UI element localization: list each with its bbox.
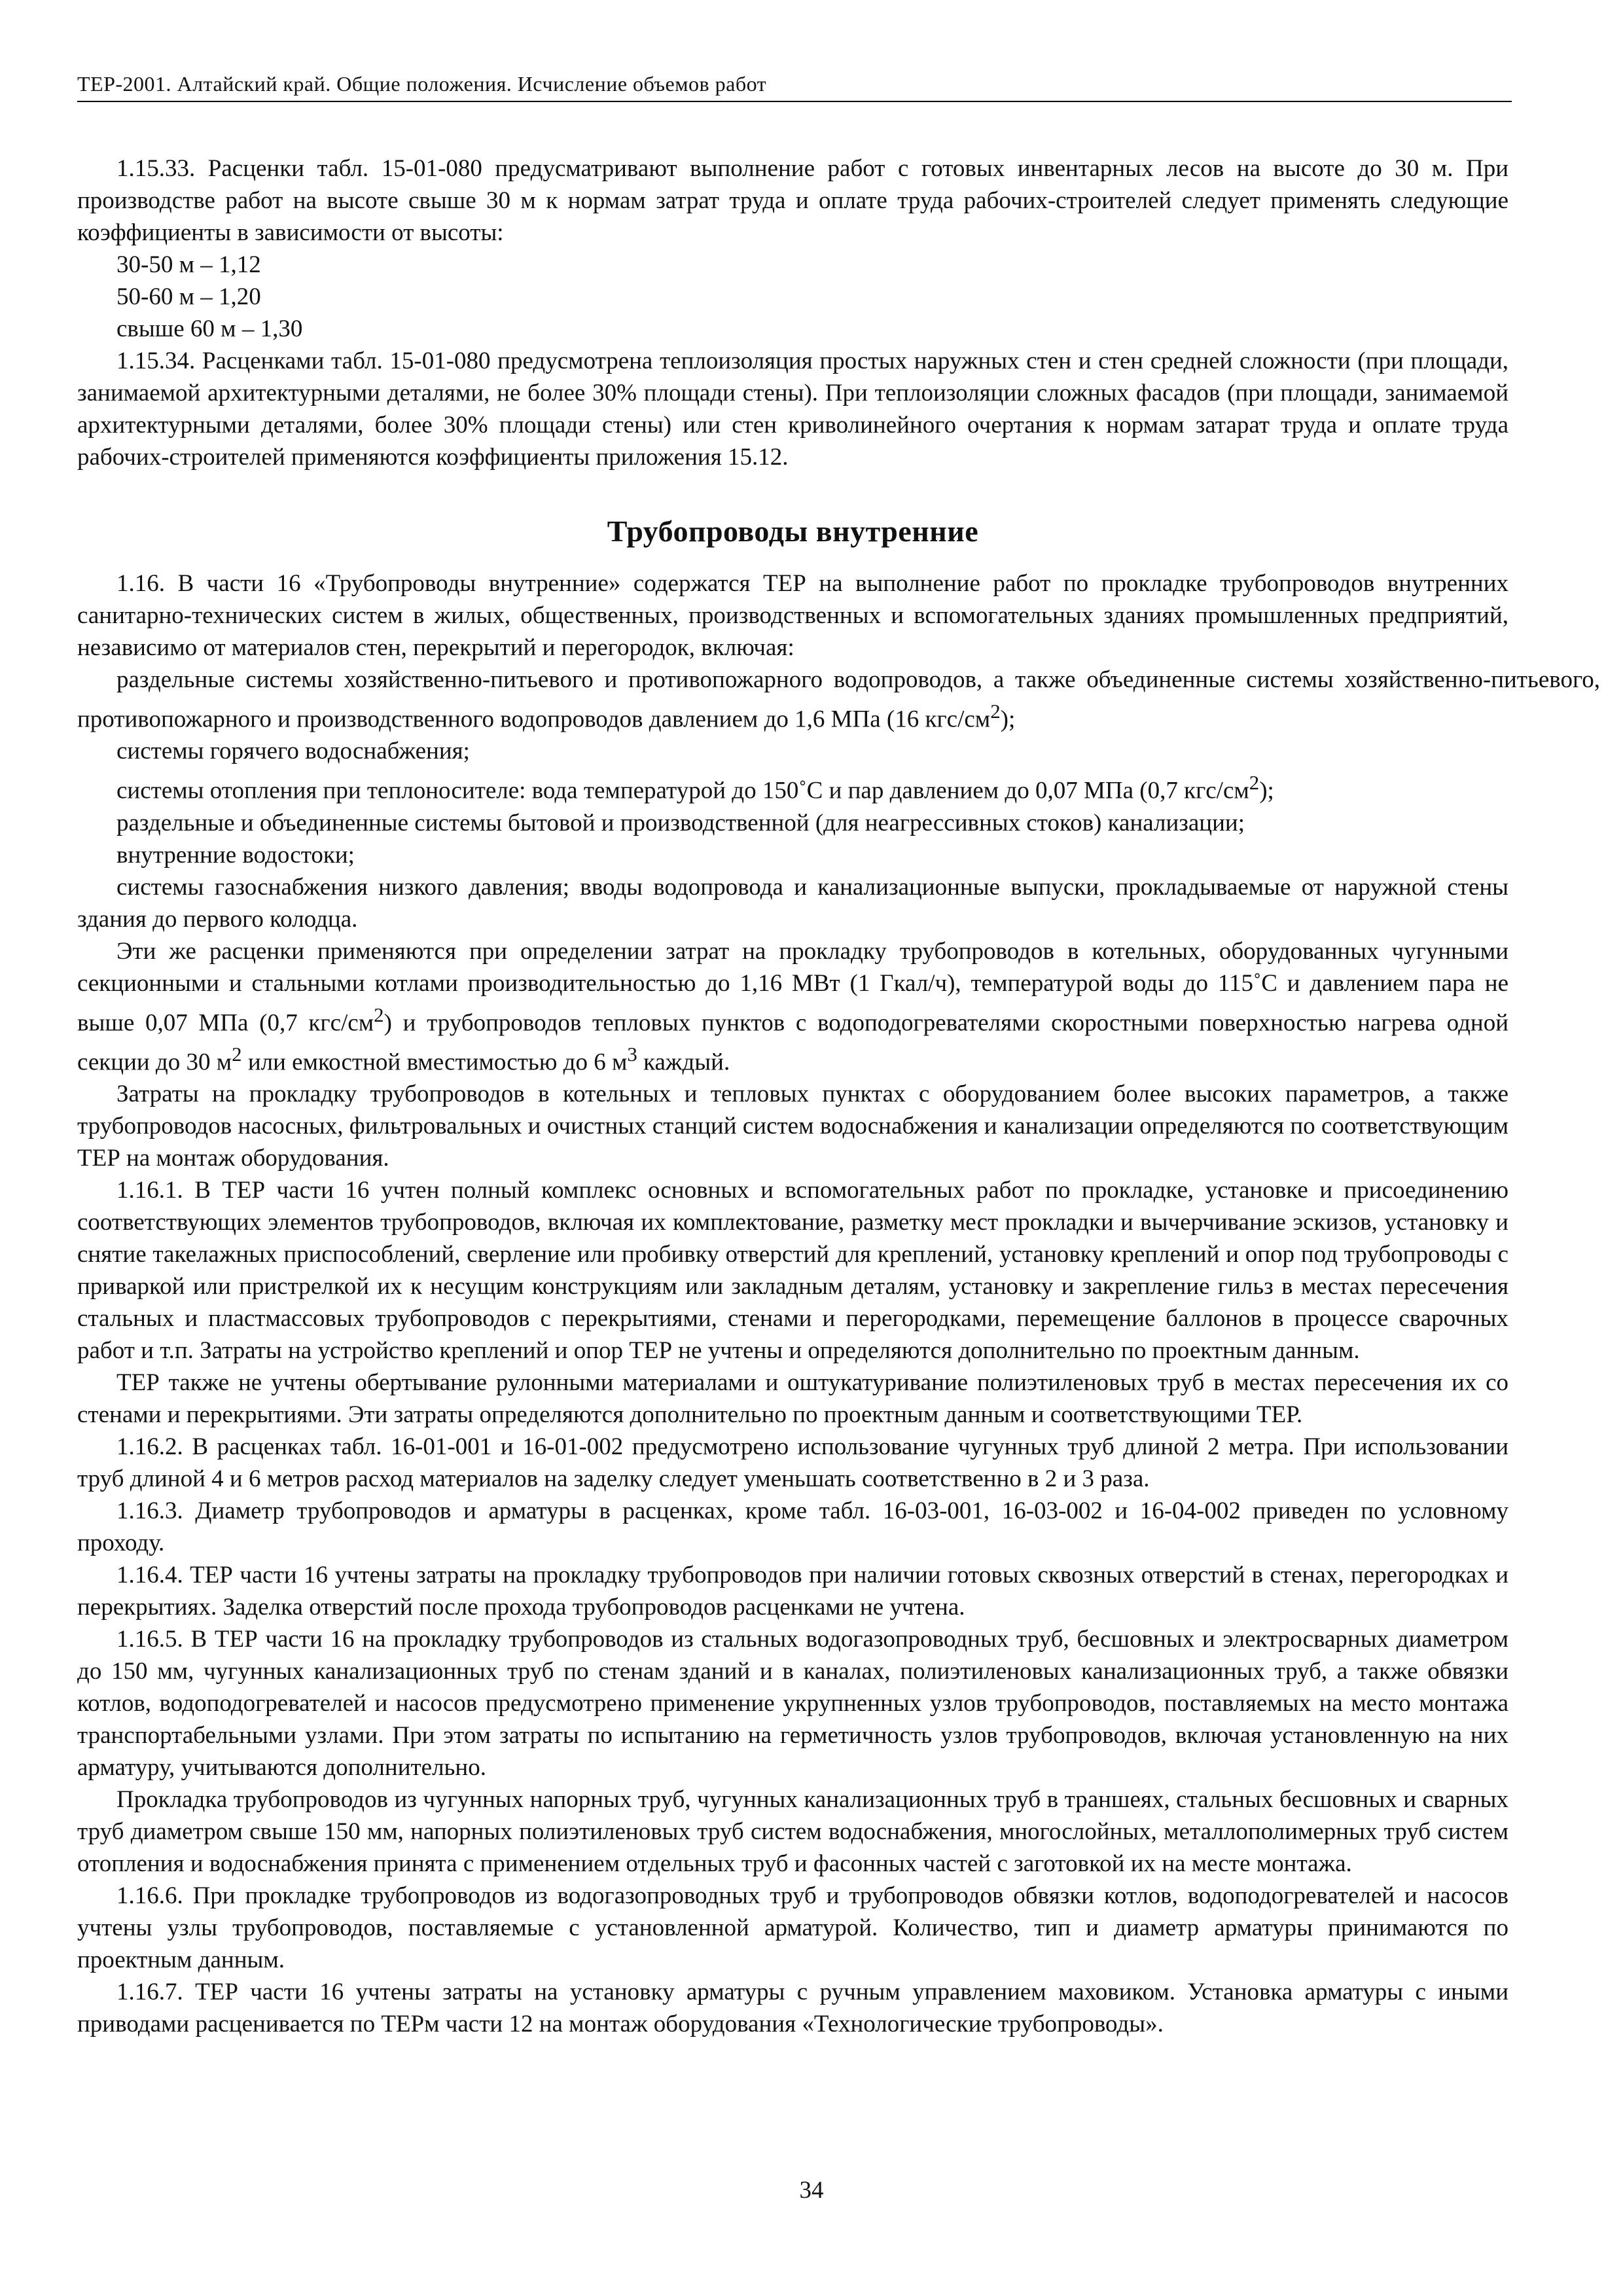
list-item-sewerage: раздельные и объединенные системы бытовой и производственной (для неагрессивных стоков) канализации; bbox=[116, 809, 1245, 836]
paragraph-1-16-4: 1.16.4. ТЕР части 16 учтены затраты на прокладку трубопроводов при наличии готовых сквозных отверстий в стенах, перегородках и перекрытиях. Заделка отверстий после прохода трубопроводов расценками не учтена. bbox=[77, 1562, 1508, 1621]
page-body bbox=[77, 152, 1600, 2040]
list-item-hot-water: системы горячего водоснабжения; bbox=[116, 738, 470, 765]
list-item-drains: внутренние водостоки; bbox=[116, 841, 355, 869]
paragraph-laying: Прокладка трубопроводов из чугунных напорных труб, чугунных канализационных труб в траншеях, стальных бесшовных и сварных труб диаметром свыше 150 мм, напорных полиэтиленовых труб систем водоснабжения, многослойных, металлополимерных труб систем отопления и водоснабжения принята с применением отдельных труб и фасонных частей с заготовкой их на месте монтажа. bbox=[77, 1786, 1508, 1878]
paragraph-1-16-3: 1.16.3. Диаметр трубопроводов и арматуры в расценках, кроме табл. 16-03-001, 16-03-002 и 16-04-002 приведен по условному проходу. bbox=[77, 1498, 1508, 1557]
running-header: ТЕР-2001. Алтайский край. Общие положения. Исчисление объемов работ bbox=[77, 68, 1512, 102]
paragraph-1-15-34: 1.15.34. Расценками табл. 15-01-080 предусмотрена теплоизоляция простых наружных стен и стен средней сложности (при площади, занимаемой архитектурными деталями, не более 30% площади стены). При теплоизоляции сложных фасадов (при площади, занимаемой архитектурными деталями, более 30% площади стены) или стен криволинейного очертания к нормам затарат труда и оплате труда рабочих-строителей применяются коэффициенты приложения 15.12. bbox=[77, 348, 1508, 471]
paragraph-ter-not-included: ТЕР также не учтены обертывание рулонными материалами и оштукатуривание полиэтиленовых труб в местах пересечения их со стенами и перекрытиями. Эти затраты определяются дополнительно по проектным данным и соответствующими ТЕР. bbox=[77, 1369, 1508, 1429]
paragraph-1-16-7: 1.16.7. ТЕР части 16 учтены затраты на установку арматуры с ручным управлением маховиком. Установка арматуры с иными приводами расценивается по ТЕРм части 12 на монтаж оборудования «Технологические трубопроводы». bbox=[77, 1979, 1508, 2038]
page-number: 34 bbox=[799, 2177, 824, 2204]
paragraph-1-16: 1.16. В части 16 «Трубопроводы внутренние» содержатся ТЕР на выполнение работ по прокладке трубопроводов внутренних санитарно-технических систем в жилых, общественных, производственных и вспомогательных зданиях промышленных предприятий, независимо от материалов стен, перекрытий и перегородок, включая: bbox=[77, 570, 1508, 661]
paragraph-1-16-6: 1.16.6. При прокладке трубопроводов из водогазопроводных труб и трубопроводов обвязки котлов, водоподогревателей и насосов учтены узлы трубопроводов, поставляемые с установленной арматурой. Количество, тип и диаметр арматуры принимаются по проектным данным. bbox=[77, 1882, 1508, 1974]
coefficient-item: 50-60 м – 1,20 bbox=[116, 283, 261, 310]
coefficient-item: свыше 60 м – 1,30 bbox=[116, 315, 303, 342]
paragraph-1-15-33: 1.15.33. Расценки табл. 15-01-080 предусматривают выполнение работ с готовых инвентарных лесов на высоте до 30 м. При производстве работ на высоте свыше 30 м к нормам затрат труда и оплате труда рабочих-строителей следует применять следующие коэффициенты в зависимости от высоты: bbox=[77, 155, 1508, 246]
list-item-gas: системы газоснабжения низкого давления; вводы водопровода и канализационные выпуски, прокладываемые от наружной стены здания до первого колодца. bbox=[77, 873, 1508, 933]
paragraph-costs: Затраты на прокладку трубопроводов в котельных и тепловых пунктах с оборудованием более высоких параметров, а также трубопроводов насосных, фильтровальных и очистных станций систем водоснабжения и канализации определяются по соответствующим ТЕР на монтаж оборудования. bbox=[77, 1081, 1508, 1172]
paragraph-1-16-1: 1.16.1. В ТЕР части 16 учтен полный комплекс основных и вспомогательных работ по прокладке, установке и присоединению соответствующих элементов трубопроводов, включая их комплектование, разметку мест прокладки и вычерчивание эскизов, установку и снятие такелажных приспособлений, сверление или пробивку отверстий для креплений, установку креплений и опор под трубопроводы с приваркой или пристрелкой их к несущим конструкциям или закладным деталям, установку и закрепление гильз в местах пересечения стальных и пластмассовых трубопроводов с перекрытиями, стенами и перегородками, перемещение баллонов в процессе сварочных работ и т.п. Затраты на устройство креплений и опор ТЕР не учтены и определяются дополнительно по проектным данным. bbox=[77, 1177, 1508, 1365]
paragraph-boilers: Эти же расценки применяются при определении затрат на прокладку трубопроводов в котельных, оборудованных чугунными секционными и стальными котлами производительностью до 1,16 МВт (1 Гкал/ч), температурой воды до 115˚С и давлением пара не выше 0,07 МПа (0,7 кгс/$см^2$) и трубопроводов тепловых пунктов с водоподогревателями скоростными поверхностью нагрева одной секции до 30 $м^2$ или емкостной вместимостью до 6 $м^3$ каждый. bbox=[77, 937, 1509, 1076]
paragraph-1-16-5: 1.16.5. В ТЕР части 16 на прокладку трубопроводов из стальных водогазопроводных труб, бесшовных и электросварных диаметром до 150 мм, чугунных канализационных труб по стенам зданий и в каналах, полиэтиленовых канализационных труб, а также обвязки котлов, водоподогревателей и насосов предусмотрено применение укрупненных узлов трубопроводов, поставляемых на место монтажа транспортабельными узлами. При этом затраты по испытанию на герметичность узлов трубопроводов, включая установленную на них арматуру, учитываются дополнительно. bbox=[77, 1626, 1508, 1782]
list-item-water-supply: раздельные системы хозяйственно-питьевого и противопожарного водопроводов, а также объединенные системы хозяйственно-питьевого, противопожарного и производственного водопроводов давлением до 1,6 МПа (16 кгс/$см^2$); bbox=[77, 666, 1600, 733]
coefficient-item: 30-50 м – 1,12 bbox=[116, 251, 261, 278]
list-item-heating: системы отопления при теплоносителе: вода температурой до 150˚С и пар давлением до 0,07 МПа (0,7 кгс/$см^2$); bbox=[116, 772, 1274, 804]
section-title: Трубопроводы внутренние bbox=[607, 514, 979, 548]
paragraph-1-16-2: 1.16.2. В расценках табл. 16-01-001 и 16-01-002 предусмотрено использование чугунных труб длиной 2 метра. При использовании труб длиной 4 и 6 метров расход материалов на заделку следует уменьшать соответственно в 2 и 3 раза. bbox=[77, 1433, 1508, 1493]
